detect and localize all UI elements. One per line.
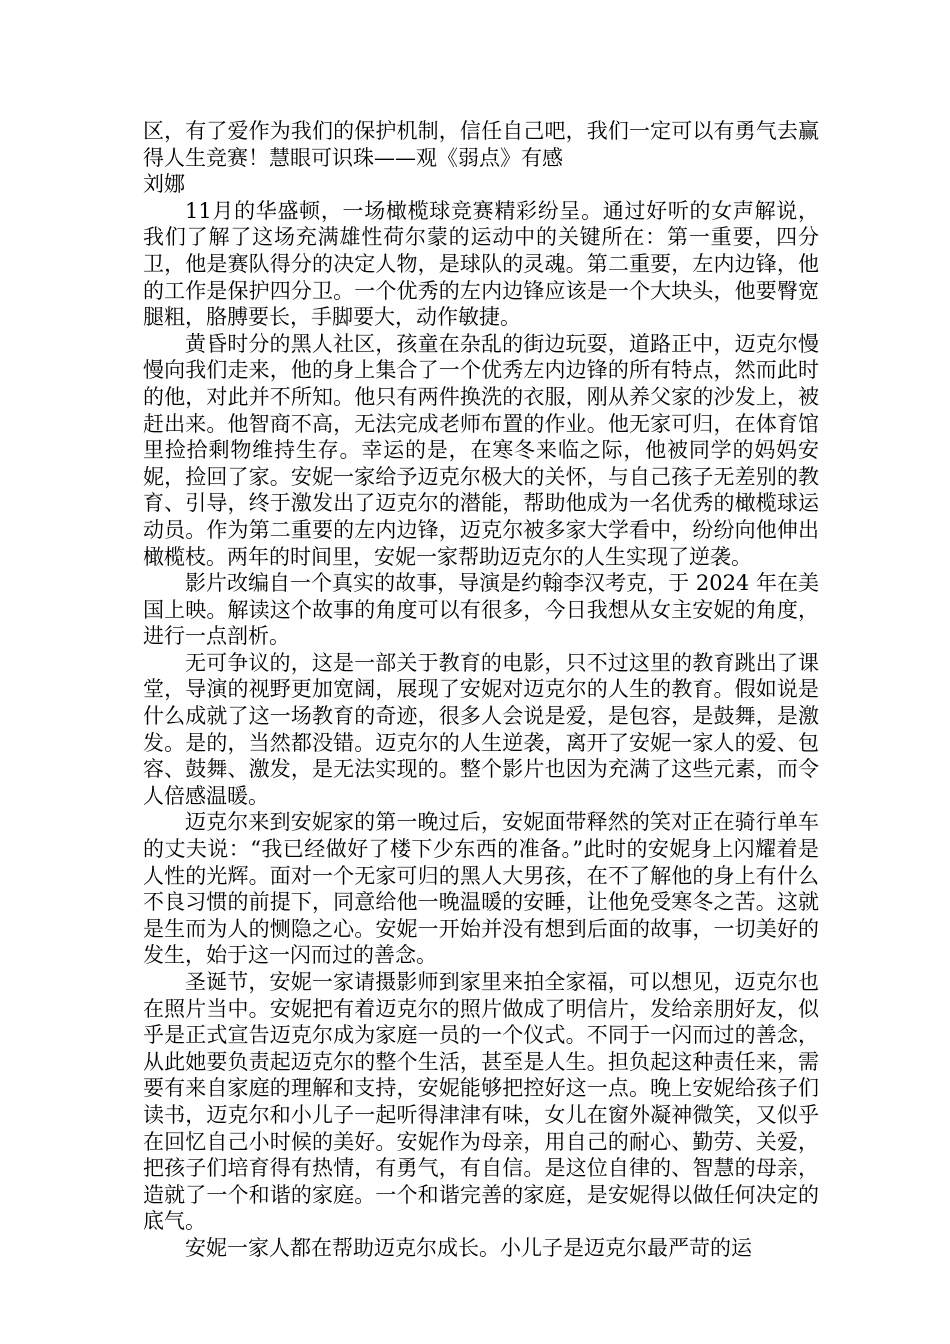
body-paragraph: 迈克尔来到安妮家的第一晚过后，安妮面带释然的笑对正在骑行单车的丈夫说：“我已经做好了楼下少东西的准备。”此时的安妮身上闪耀着是人性的光辉。面对一个无家可归的黑人大男孩，在不了解他的身上有什么不良习惯的前提下，同意给他一晚温暖的安睡，让他免受寒冬之苦。这就是生而为人的恻隐之心。安妮一开始并没有想到后面的故事，一切美好的发生，始于这一闪而过的善念。 [143, 810, 819, 968]
body-paragraph: 安妮一家人都在帮助迈克尔成长。小儿子是迈克尔最严苛的运 [185, 1235, 752, 1260]
body-paragraph: 黄昏时分的黑人社区，孩童在杂乱的街边玩耍，道路正中，迈克尔慢慢向我们走来，他的身上集合了一个优秀左内边锋的所有特点，然而此时的他，对此并不所知。他只有两件换洗的衣服，刚从养父家的沙发上，被赶出来。他智商不高，无法完成老师布置的作业。他无家可归，在体育馆里捡拾剩物维持生存。幸运的是，在寒冬来临之际，他被同学的妈妈安妮，捡回了家。安妮一家给予迈克尔极大的关怀，与自己孩子无差别的教育、引导，终于激发出了迈克尔的潜能，帮助他成为一名优秀的橄榄球运动员。作为第二重要的左内边锋，迈克尔被多家大学看中，纷纷向他伸出橄榄枝。两年的时间里，安妮一家帮助迈克尔的人生实现了逆袭。 [143, 331, 819, 569]
document-page [143, 118, 819, 1262]
body-paragraph: 11月的华盛顿，一场橄榄球竞赛精彩纷呈。通过好听的女声解说，我们了解了这场充满雄性荷尔蒙的运动中的关键所在：第一重要，四分卫，他是赛队得分的决定人物，是球队的灵魂。第二重要，左内边锋，他的工作是保护四分卫。一个优秀的左内边锋应该是一个大块头，他要臀宽腿粗，胳膊要长，手脚要大，动作敏捷。 [143, 198, 819, 330]
body-paragraph: 圣诞节，安妮一家请摄影师到家里来拍全家福，可以想见，迈克尔也在照片当中。安妮把有着迈克尔的照片做成了明信片，发给亲朋好友，似乎是正式宣告迈克尔成为家庭一员的一个仪式。不同于一闪而过的善念，从此她要负责起迈克尔的整个生活，甚至是人生。担负起这种责任来，需要有来自家庭的理解和支持，安妮能够把控好这一点。晚上安妮给孩子们读书，迈克尔和小儿子一起听得津津有味，女儿在窗外凝神微笑，又似乎在回忆自己小时候的美好。安妮作为母亲，用自己的耐心、勤劳、关爱，把孩子们培育得有热情，有勇气，有自信。是这位自律的、智慧的母亲，造就了一个和谐的家庭。一个和谐完善的家庭，是安妮得以做任何决定的底气。 [143, 970, 819, 1234]
body-paragraph: 影片改编自一个真实的故事，导演是约翰李汉考克，于 2024 年在美国上映。解读这个故事的角度可以有很多，今日我想从女主安妮的角度，进行一点剖析。 [143, 571, 819, 649]
body-paragraph: 无可争议的，这是一部关于教育的电影，只不过这里的教育跳出了课堂，导演的视野更加宽阔，展现了安妮对迈克尔的人生的教育。假如说是什么成就了这一场教育的奇迹，很多人会说是爱，是包容，是鼓舞，是激发。是的，当然都没错。迈克尔的人生逆袭，离开了安妮一家人的爱、包容、鼓舞、激发，是无法实现的。整个影片也因为充满了这些元素，而令人倍感温暖。 [143, 650, 819, 808]
author-name: 刘娜 [143, 172, 185, 197]
intro-paragraph: 区，有了爱作为我们的保护机制，信任自己吧，我们一定可以有勇气去赢得人生竞赛！慧眼可识珠——观《弱点》有感 [143, 119, 819, 170]
